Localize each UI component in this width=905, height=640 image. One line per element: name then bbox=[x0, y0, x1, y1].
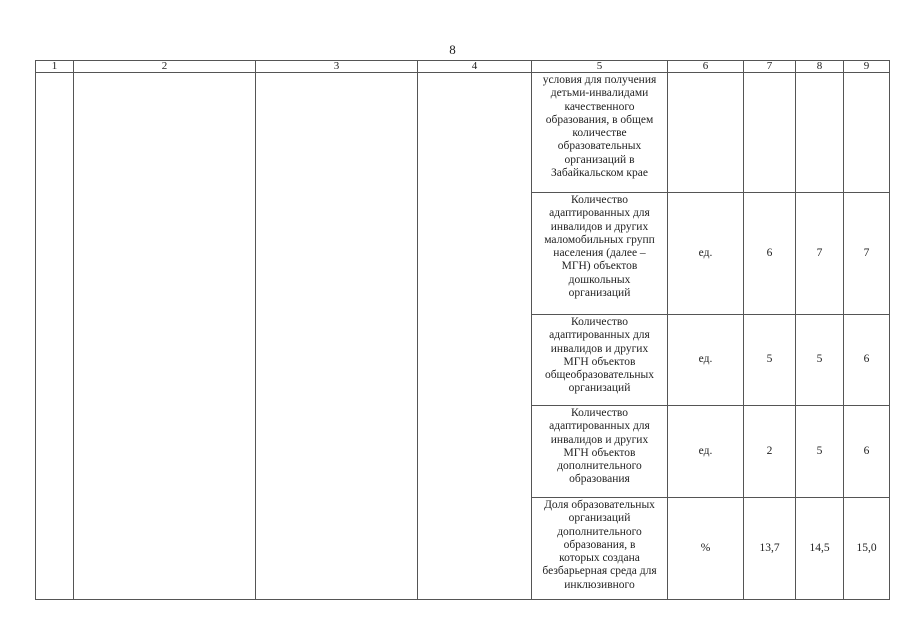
indicator-line: МГН) объектов bbox=[561, 260, 638, 273]
column-header-3: 3 bbox=[256, 61, 418, 73]
merged-cell-col1 bbox=[36, 73, 74, 600]
value-cell-8 bbox=[796, 73, 844, 193]
merged-cell-col2 bbox=[74, 73, 256, 600]
indicator-line: Количество bbox=[571, 407, 628, 419]
indicator-cell bbox=[532, 315, 668, 406]
indicator-line: образования, в общем bbox=[545, 113, 654, 126]
indicator-line: организаций bbox=[568, 287, 631, 300]
indicator-line: детьми-инвалидами bbox=[550, 87, 649, 100]
indicator-line: инвалидов и других bbox=[550, 342, 649, 355]
value-cell-8: 5 bbox=[796, 315, 844, 406]
indicator-line: Доля образовательных bbox=[544, 499, 655, 511]
indicator-cell bbox=[532, 406, 668, 498]
indicator-cell bbox=[532, 73, 668, 193]
merged-cell-col3 bbox=[256, 73, 418, 600]
column-header-1: 1 bbox=[36, 61, 74, 73]
indicator-line: количестве bbox=[572, 127, 627, 140]
indicator-line: Количество bbox=[571, 316, 628, 328]
indicator-line: условия для получения bbox=[542, 74, 657, 86]
column-number-row bbox=[36, 61, 890, 73]
value-cell-8: 7 bbox=[796, 193, 844, 315]
value-cell-9: 15,0 bbox=[844, 498, 890, 600]
column-header-4: 4 bbox=[418, 61, 532, 73]
indicator-line: МГН объектов bbox=[563, 446, 636, 459]
column-header-9: 9 bbox=[844, 61, 890, 73]
merged-cell-col4 bbox=[418, 73, 532, 600]
indicator-line: дополнительного bbox=[557, 525, 642, 538]
value-cell-7: 6 bbox=[744, 193, 796, 315]
indicator-line: адаптированных для bbox=[549, 420, 650, 433]
indicator-line: организаций bbox=[568, 512, 631, 525]
value-cell-7: 13,7 bbox=[744, 498, 796, 600]
indicator-line: инвалидов и других bbox=[550, 433, 649, 446]
indicator-line: адаптированных для bbox=[549, 207, 650, 220]
value-cell-9: 6 bbox=[844, 315, 890, 406]
value-cell-9: 7 bbox=[844, 193, 890, 315]
unit-cell bbox=[668, 73, 744, 193]
value-cell-8: 5 bbox=[796, 406, 844, 498]
indicator-line: дополнительного bbox=[557, 460, 642, 473]
unit-cell: ед. bbox=[668, 193, 744, 315]
unit-cell: ед. bbox=[668, 406, 744, 498]
unit-cell: % bbox=[668, 498, 744, 600]
column-header-5: 5 bbox=[532, 61, 668, 73]
indicator-line: образования bbox=[569, 473, 630, 486]
indicator-line: адаптированных для bbox=[549, 329, 650, 342]
indicator-line: инклюзивного bbox=[564, 578, 635, 591]
indicator-line: МГН объектов bbox=[563, 355, 636, 368]
indicator-line: инвалидов и других bbox=[550, 220, 649, 233]
indicator-cell bbox=[532, 193, 668, 315]
unit-cell: ед. bbox=[668, 315, 744, 406]
value-cell-7: 5 bbox=[744, 315, 796, 406]
column-header-6: 6 bbox=[668, 61, 744, 73]
table-row bbox=[36, 73, 890, 193]
indicator-line: качественного bbox=[564, 100, 635, 113]
indicator-line: населения (далее – bbox=[553, 247, 646, 260]
value-cell-7 bbox=[744, 73, 796, 193]
column-header-2: 2 bbox=[74, 61, 256, 73]
indicator-line: безбарьерная среда для bbox=[542, 565, 657, 578]
value-cell-8: 14,5 bbox=[796, 498, 844, 600]
indicator-line: Количество bbox=[571, 194, 628, 206]
indicator-line: образования, в bbox=[563, 538, 636, 551]
indicator-line: дошкольных bbox=[568, 273, 631, 286]
value-cell-9 bbox=[844, 73, 890, 193]
value-cell-9: 6 bbox=[844, 406, 890, 498]
indicator-line: образовательных bbox=[557, 140, 642, 153]
indicator-line: организаций в bbox=[564, 153, 635, 166]
column-header-8: 8 bbox=[796, 61, 844, 73]
indicators-table bbox=[35, 60, 890, 600]
page-number: 8 bbox=[449, 42, 456, 57]
indicator-line: которых создана bbox=[559, 552, 640, 565]
indicator-line: Забайкальском крае bbox=[551, 167, 648, 180]
indicator-line: организаций bbox=[568, 382, 631, 395]
indicator-line: маломобильных групп bbox=[544, 233, 655, 246]
indicator-cell bbox=[532, 498, 668, 600]
indicator-line: общеобразовательных bbox=[544, 369, 655, 382]
value-cell-7: 2 bbox=[744, 406, 796, 498]
column-header-7: 7 bbox=[744, 61, 796, 73]
